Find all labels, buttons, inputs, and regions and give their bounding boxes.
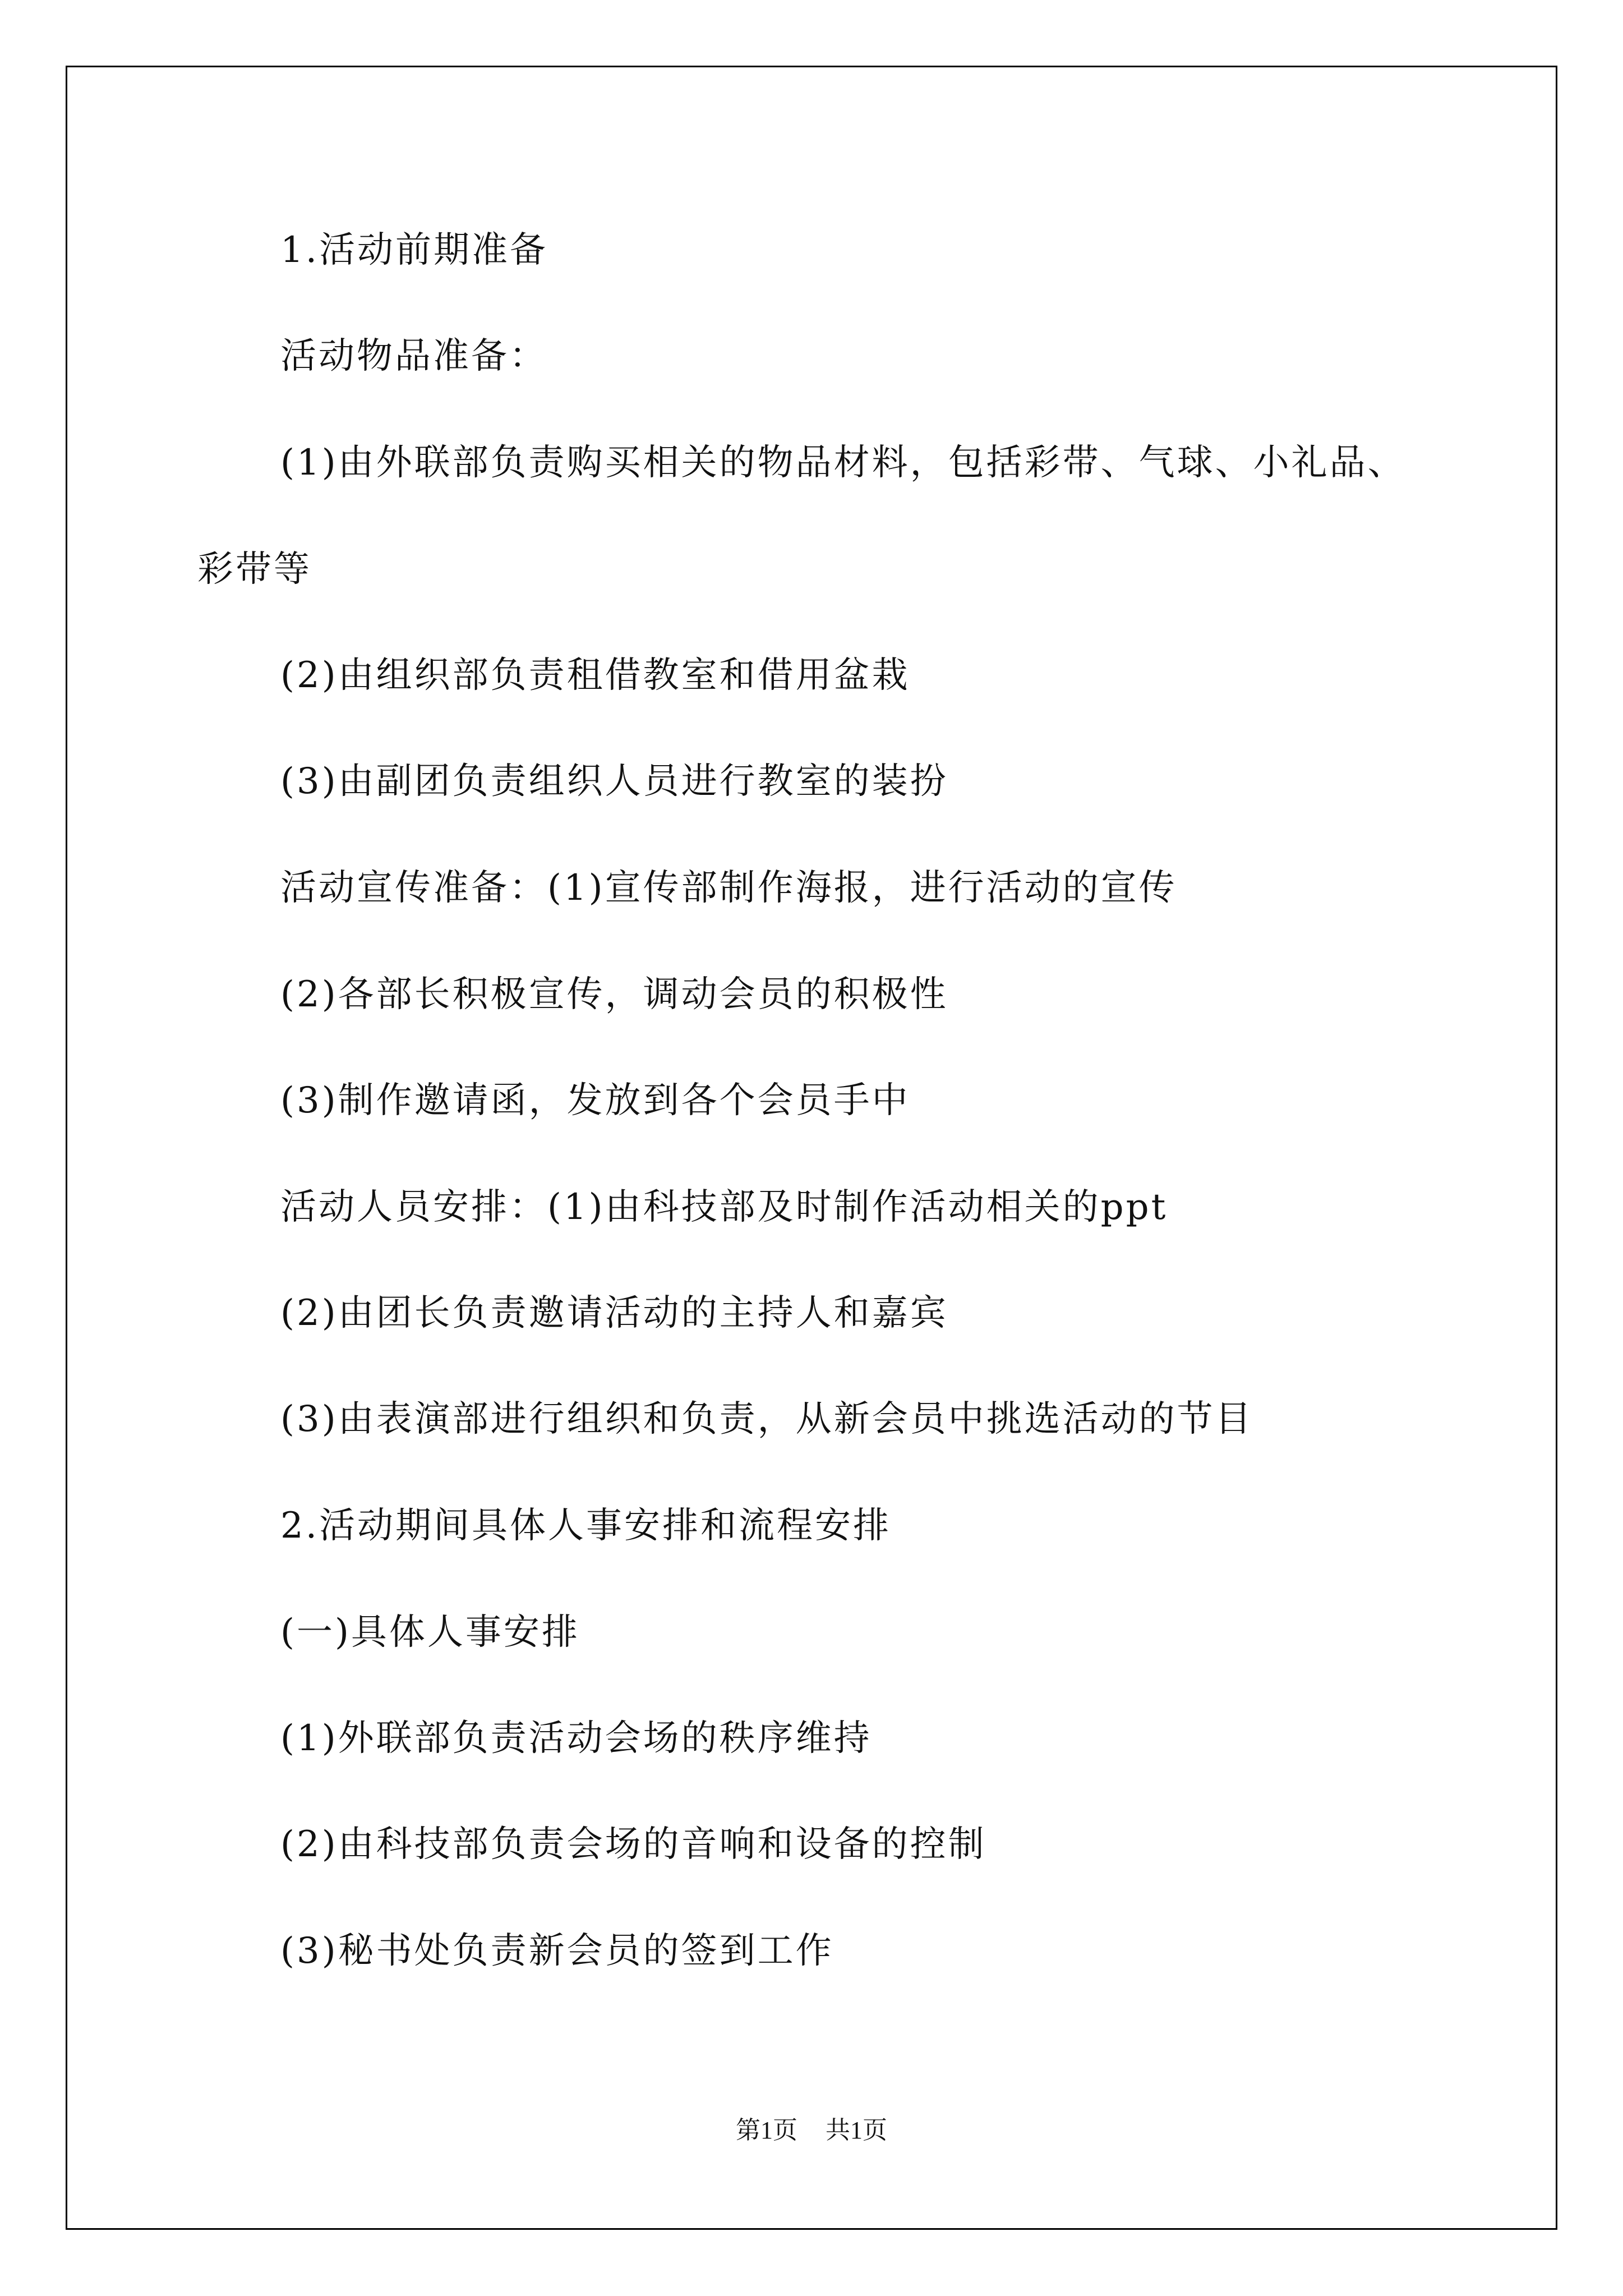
paragraph-personnel-1: (1)外联部负责活动会场的秩序维持 bbox=[280, 1718, 872, 1759]
paragraph-materials-3: (3)由副团负责组织人员进行教室的装扮 bbox=[280, 761, 948, 802]
paragraph-materials-1: (1)由外联部负责购买相关的物品材料，包括彩带、气球、小礼品、 bbox=[280, 442, 1406, 484]
subheading-materials: 活动物品准备： bbox=[280, 335, 547, 377]
page-footer bbox=[0, 2115, 1623, 2146]
paragraph-personnel-3: (3)秘书处负责新会员的签到工作 bbox=[280, 1930, 834, 1972]
paragraph-publicity-3: (3)制作邀请函，发放到各个会员手中 bbox=[280, 1080, 910, 1121]
paragraph-personnel-2: (2)由科技部负责会场的音响和设备的控制 bbox=[280, 1824, 986, 1865]
paragraph-staffing-1: 活动人员安排：(1)由科技部及时制作活动相关的ppt bbox=[280, 1186, 1168, 1228]
section-heading-preparation: 1.活动前期准备 bbox=[280, 229, 548, 271]
paragraph-staffing-3: (3)由表演部进行组织和负责，从新会员中挑选活动的节目 bbox=[280, 1398, 1253, 1440]
subheading-personnel: (一)具体人事安排 bbox=[280, 1612, 580, 1653]
page-number: 第1页 bbox=[736, 2116, 797, 2144]
paragraph-publicity-1: 活动宣传准备：(1)宣传部制作海报，进行活动的宣传 bbox=[280, 867, 1177, 909]
paragraph-publicity-2: (2)各部长积极宣传，调动会员的积极性 bbox=[280, 974, 948, 1015]
paragraph-materials-1-continued: 彩带等 bbox=[197, 549, 312, 590]
paragraph-materials-2: (2)由组织部负责租借教室和借用盆栽 bbox=[280, 655, 910, 696]
page-total: 共1页 bbox=[826, 2116, 887, 2144]
paragraph-staffing-2: (2)由团长负责邀请活动的主持人和嘉宾 bbox=[280, 1292, 948, 1334]
section-heading-event: 2.活动期间具体人事安排和流程安排 bbox=[280, 1505, 892, 1547]
